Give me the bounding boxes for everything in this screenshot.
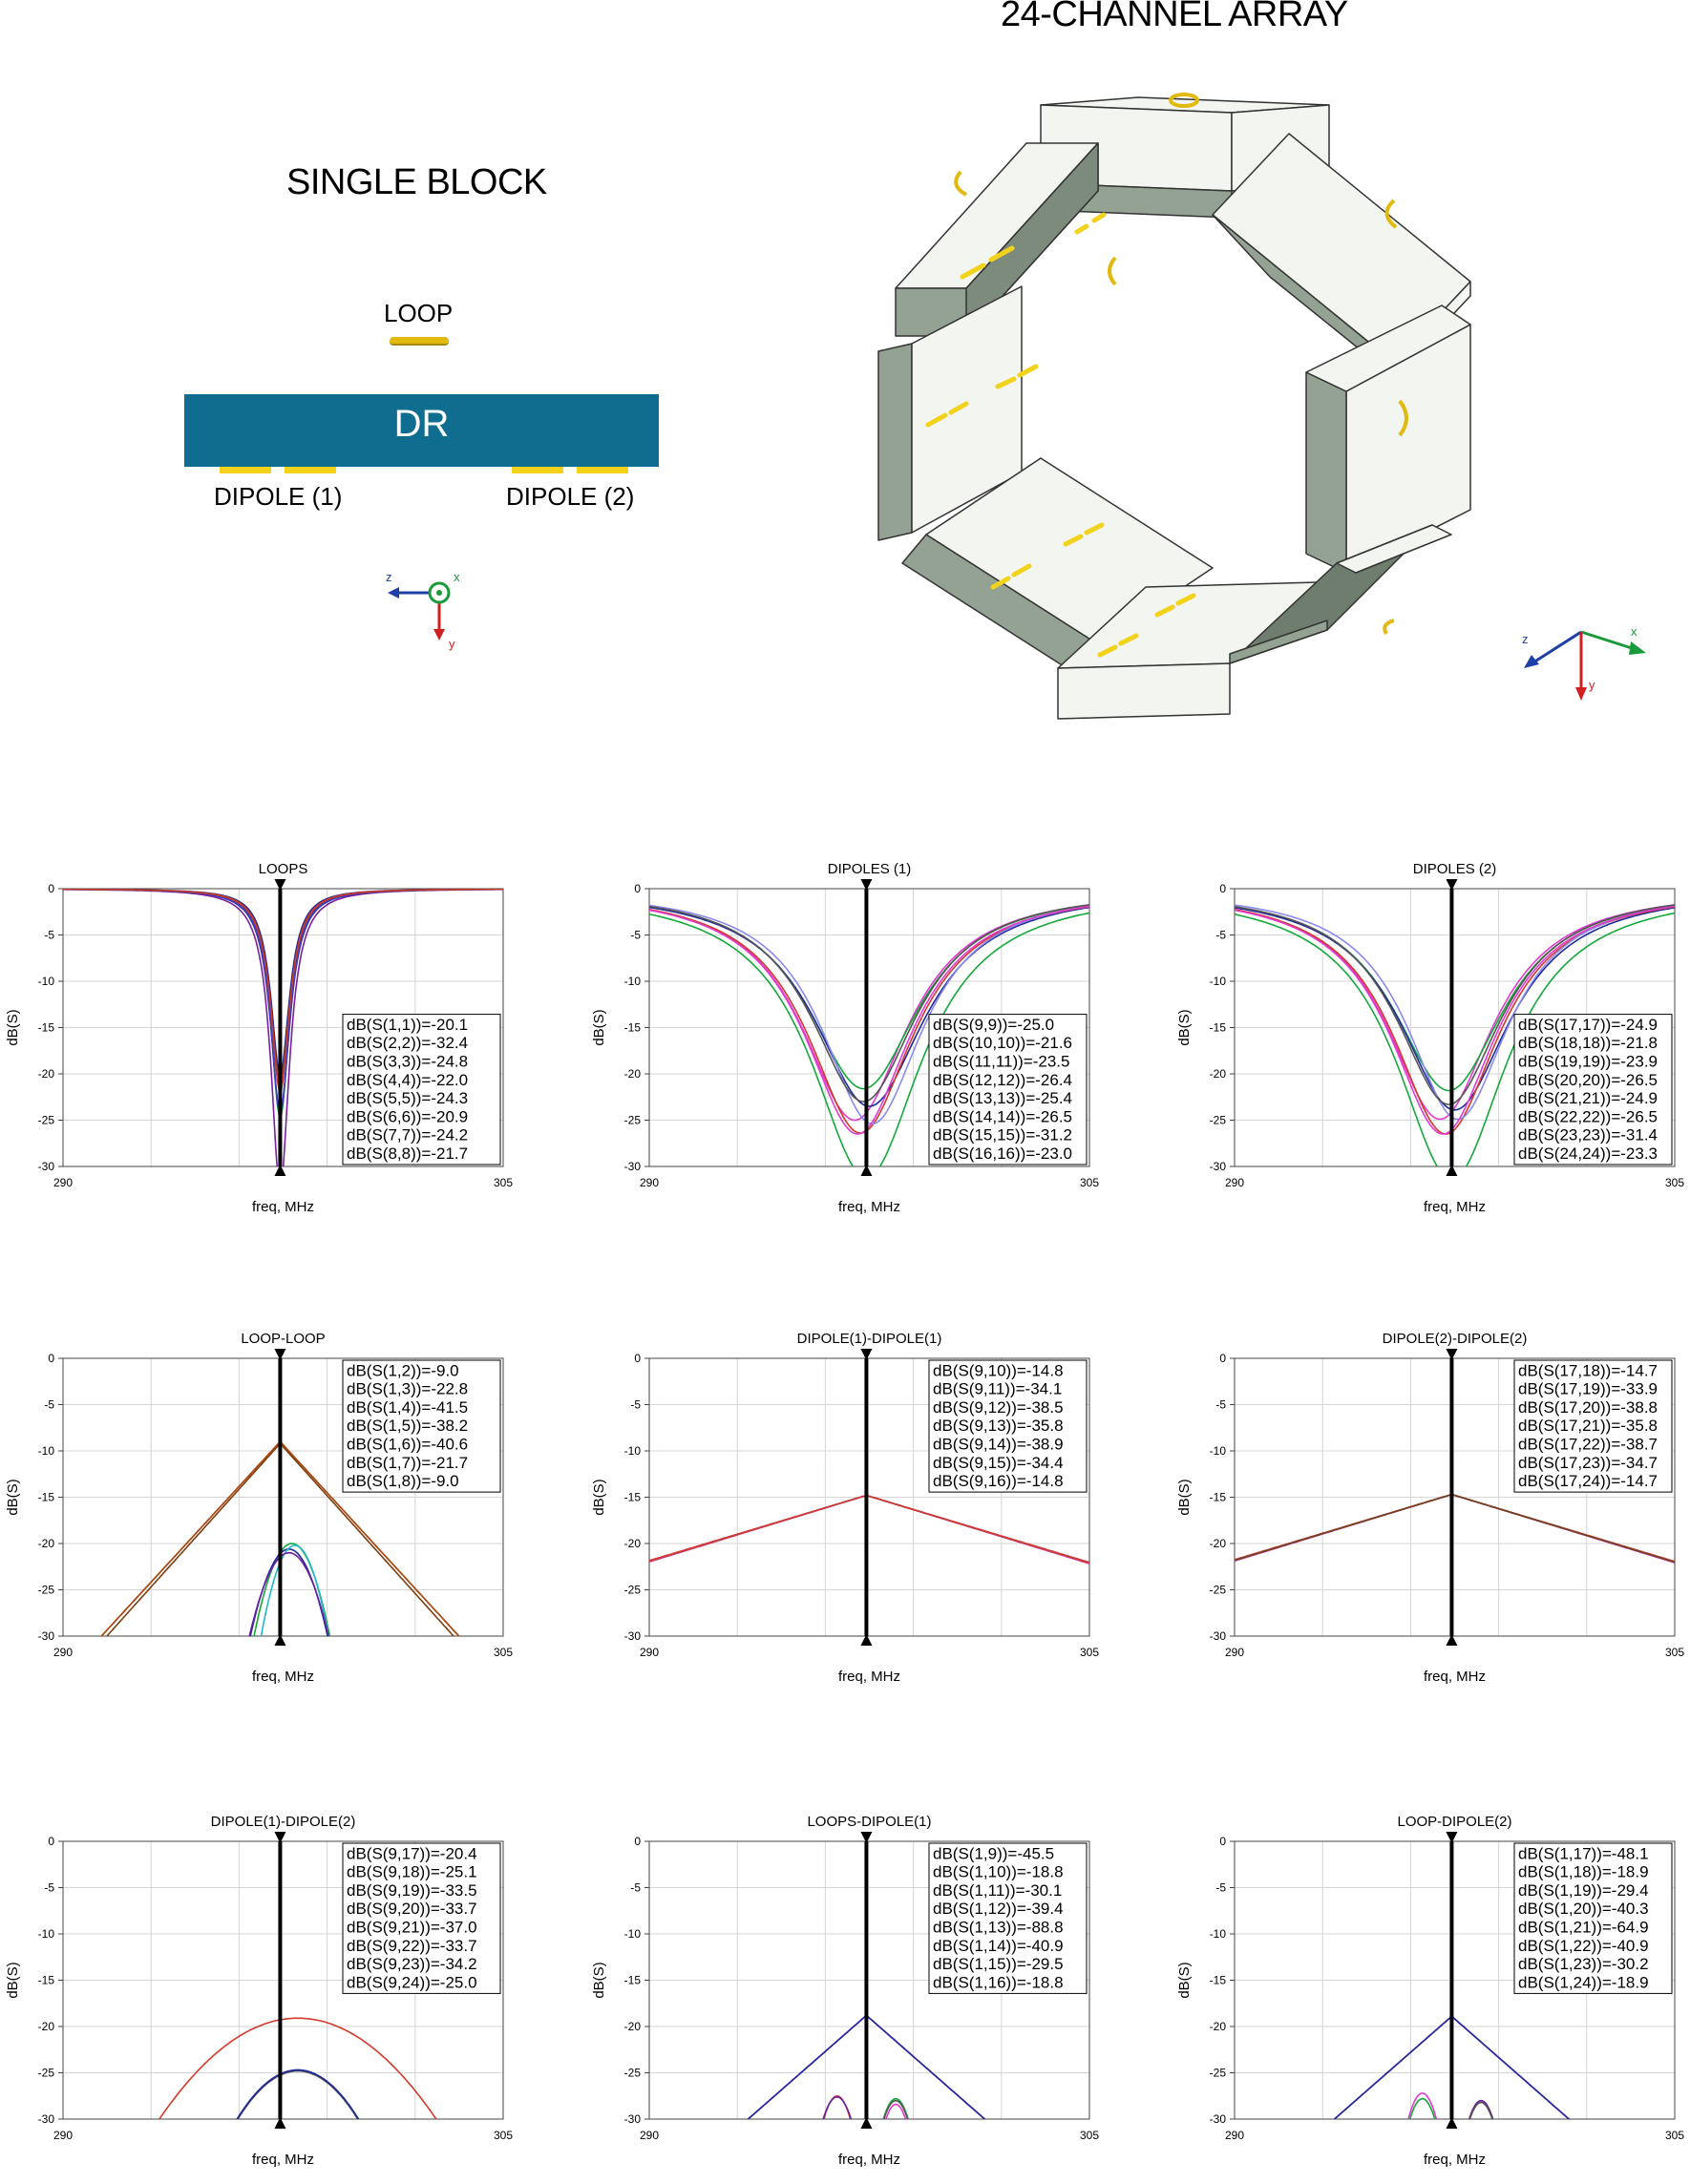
y-tick-label: -25 — [1209, 2066, 1226, 2080]
y-tick-label: -30 — [1209, 2112, 1226, 2126]
series-line — [63, 2070, 503, 2148]
marker-readout: dB(S(19,19))=-23.9 — [1518, 1052, 1658, 1071]
y-tick-label: -15 — [1209, 1490, 1226, 1504]
marker-readout: dB(S(17,19))=-33.9 — [1518, 1379, 1658, 1398]
chart-title: DIPOLES (2) — [1412, 861, 1497, 877]
y-tick-label: -25 — [1209, 1583, 1226, 1597]
y-axis-label: dB(S) — [5, 1479, 21, 1516]
series-line — [649, 1496, 1089, 1564]
chart-title: DIPOLES (1) — [827, 861, 912, 877]
array-axis-x-label: x — [1631, 624, 1637, 639]
array-axis-y-label: y — [1589, 678, 1595, 692]
y-tick-label: -30 — [1209, 1629, 1226, 1643]
y-tick-label: -30 — [623, 1629, 641, 1643]
x-axis-label: freq, MHz — [251, 1669, 315, 1685]
y-tick-label: 0 — [48, 882, 54, 895]
y-tick-label: -20 — [1209, 2020, 1226, 2033]
y-tick-label: -20 — [1209, 1537, 1226, 1550]
x-axis-label: freq, MHz — [251, 2152, 315, 2168]
chart-1 — [5, 861, 513, 1215]
x-axis-label: freq, MHz — [1423, 1669, 1487, 1685]
marker-readout: dB(S(9,19))=-33.5 — [347, 1880, 477, 1900]
single-block-title: SINGLE BLOCK — [286, 162, 547, 202]
y-tick-label: 0 — [1219, 882, 1226, 895]
x-axis-label: freq, MHz — [1423, 2152, 1487, 2168]
marker-readout: dB(S(11,11))=-23.5 — [933, 1052, 1070, 1071]
y-tick-label: -10 — [37, 975, 54, 988]
marker-readout: dB(S(1,17))=-48.1 — [1518, 1844, 1649, 1863]
series-line — [649, 1496, 1089, 1564]
series-line — [1235, 1495, 1675, 1563]
series-line — [649, 2099, 1089, 2147]
y-tick-label: -25 — [37, 2066, 54, 2080]
x-tick-label: 290 — [53, 1646, 74, 1659]
y-tick-label: 0 — [48, 1352, 54, 1365]
y-tick-label: -25 — [623, 2066, 641, 2080]
series-line — [1235, 1495, 1675, 1563]
series-line — [63, 2070, 503, 2148]
y-axis-label: dB(S) — [591, 1479, 607, 1516]
axis-x-label: x — [454, 570, 460, 584]
marker-readout: dB(S(24,24))=-23.3 — [1518, 1144, 1658, 1163]
array-axis-z-label: z — [1522, 632, 1529, 646]
marker-readout: dB(S(9,15))=-34.4 — [933, 1453, 1064, 1472]
y-tick-label: -30 — [37, 1629, 54, 1643]
marker-readout: dB(S(17,17))=-24.9 — [1518, 1015, 1658, 1034]
x-axis-label: freq, MHz — [837, 1669, 901, 1685]
marker-readout: dB(S(1,5))=-38.2 — [347, 1417, 469, 1436]
y-tick-label: 0 — [1219, 1352, 1226, 1365]
x-axis-label: freq, MHz — [1423, 1199, 1487, 1215]
chart-title: LOOPS-DIPOLE(1) — [807, 1814, 932, 1830]
marker-readout: dB(S(1,12))=-39.4 — [933, 1900, 1064, 1919]
y-tick-label: -15 — [37, 1020, 54, 1035]
chart-title: LOOP-LOOP — [241, 1331, 326, 1347]
y-tick-label: -10 — [623, 1444, 641, 1458]
marker-readout: dB(S(1,8))=-9.0 — [347, 1472, 459, 1491]
x-tick-label: 290 — [639, 1176, 660, 1189]
marker-readout: dB(S(1,14))=-40.9 — [933, 1936, 1064, 1955]
y-tick-label: -20 — [37, 1537, 54, 1550]
marker-readout: dB(S(1,13))=-88.8 — [933, 1918, 1064, 1937]
marker-readout: dB(S(9,18))=-25.1 — [347, 1862, 477, 1881]
y-tick-label: -15 — [37, 1490, 54, 1504]
marker-readout: dB(S(9,17))=-20.4 — [347, 1844, 477, 1863]
x-tick-label: 290 — [53, 2129, 74, 2142]
marker-readout: dB(S(1,15))=-29.5 — [933, 1955, 1064, 1974]
y-tick-label: -30 — [37, 1160, 54, 1173]
x-tick-label: 290 — [1224, 1646, 1245, 1659]
marker-readout: dB(S(20,20))=-26.5 — [1518, 1070, 1658, 1089]
chart-7 — [5, 1814, 513, 2168]
y-tick-label: -5 — [1215, 1397, 1226, 1412]
axis-z-label: z — [386, 570, 392, 584]
marker-readout: dB(S(16,16))=-23.0 — [933, 1144, 1072, 1163]
marker-readout: dB(S(1,2))=-9.0 — [347, 1361, 459, 1380]
x-tick-label: 290 — [53, 1176, 74, 1189]
marker-readout: dB(S(17,22))=-38.7 — [1518, 1435, 1658, 1454]
y-tick-label: 0 — [48, 1835, 54, 1848]
chart-5 — [591, 1331, 1099, 1685]
x-tick-label: 305 — [1079, 1646, 1100, 1659]
marker-readout: dB(S(22,22))=-26.5 — [1518, 1107, 1658, 1126]
y-tick-label: -15 — [623, 1020, 641, 1035]
marker-readout: dB(S(17,20))=-38.8 — [1518, 1397, 1658, 1417]
chart-title: DIPOLE(2)-DIPOLE(2) — [1382, 1331, 1528, 1347]
y-tick-label: -10 — [1209, 1927, 1226, 1941]
y-tick-label: -10 — [1209, 1444, 1226, 1458]
marker-readout: dB(S(18,18))=-21.8 — [1518, 1034, 1658, 1053]
y-axis-label: dB(S) — [591, 1962, 607, 1999]
marker-readout: dB(S(8,8))=-21.7 — [347, 1144, 469, 1163]
marker-readout: dB(S(21,21))=-24.9 — [1518, 1089, 1658, 1108]
y-tick-label: -20 — [623, 2020, 641, 2033]
marker-readout: dB(S(17,24))=-14.7 — [1518, 1472, 1658, 1491]
chart-6 — [1176, 1331, 1684, 1685]
marker-readout: dB(S(1,6))=-40.6 — [347, 1435, 469, 1454]
x-tick-label: 305 — [1079, 1176, 1100, 1189]
y-axis-label: dB(S) — [1176, 1962, 1193, 1999]
x-axis-label: freq, MHz — [251, 1199, 315, 1215]
y-tick-label: -5 — [44, 928, 54, 942]
y-tick-label: -15 — [623, 1973, 641, 1987]
chart-4 — [5, 1331, 513, 1685]
x-tick-label: 305 — [493, 1176, 514, 1189]
marker-readout: dB(S(7,7))=-24.2 — [347, 1125, 469, 1144]
y-tick-label: -30 — [1209, 1160, 1226, 1173]
x-tick-label: 290 — [1224, 1176, 1245, 1189]
y-tick-label: -10 — [37, 1444, 54, 1458]
curves — [1235, 1495, 1675, 1563]
marker-readout: dB(S(14,14))=-26.5 — [933, 1107, 1072, 1126]
y-tick-label: -5 — [1215, 1880, 1226, 1895]
marker-readout: dB(S(9,23))=-34.2 — [347, 1955, 477, 1974]
y-tick-label: -10 — [1209, 975, 1226, 988]
marker-readout: dB(S(9,10))=-14.8 — [933, 1361, 1064, 1380]
x-axis-label: freq, MHz — [837, 2152, 901, 2168]
marker-readout: dB(S(17,18))=-14.7 — [1518, 1361, 1658, 1380]
marker-readout: dB(S(6,6))=-20.9 — [347, 1107, 469, 1126]
x-tick-label: 290 — [639, 2129, 660, 2142]
y-axis-label: dB(S) — [1176, 1009, 1193, 1046]
y-tick-label: -30 — [623, 1160, 641, 1173]
y-tick-label: 0 — [1219, 1835, 1226, 1848]
marker-readout: dB(S(2,2))=-32.4 — [347, 1034, 469, 1053]
y-tick-label: -15 — [623, 1490, 641, 1504]
y-tick-label: 0 — [634, 1352, 641, 1365]
chart-9 — [1176, 1814, 1684, 2168]
x-tick-label: 305 — [1664, 2129, 1685, 2142]
x-tick-label: 305 — [1079, 2129, 1100, 2142]
y-tick-label: -20 — [1209, 1067, 1226, 1081]
x-tick-label: 305 — [493, 1646, 514, 1659]
marker-readout: dB(S(9,9))=-25.0 — [933, 1015, 1055, 1034]
marker-readout: dB(S(13,13))=-25.4 — [933, 1089, 1072, 1108]
x-tick-label: 305 — [1664, 1646, 1685, 1659]
marker-readout: dB(S(1,7))=-21.7 — [347, 1453, 469, 1472]
marker-readout: dB(S(12,12))=-26.4 — [933, 1070, 1072, 1089]
y-tick-label: -10 — [37, 1927, 54, 1941]
marker-readout: dB(S(1,22))=-40.9 — [1518, 1936, 1649, 1955]
chart-title: LOOPS — [258, 861, 308, 877]
series-line — [1235, 1495, 1675, 1562]
marker-readout: dB(S(17,21))=-35.8 — [1518, 1417, 1658, 1436]
dipole-1-label: DIPOLE (1) — [214, 482, 343, 511]
marker-readout: dB(S(9,16))=-14.8 — [933, 1472, 1064, 1491]
marker-readout: dB(S(9,22))=-33.7 — [347, 1936, 477, 1955]
marker-readout: dB(S(10,10))=-21.6 — [933, 1034, 1072, 1053]
marker-readout: dB(S(1,18))=-18.9 — [1518, 1862, 1649, 1881]
marker-readout: dB(S(17,23))=-34.7 — [1518, 1453, 1658, 1472]
y-axis-label: dB(S) — [5, 1009, 21, 1046]
y-tick-label: -25 — [37, 1583, 54, 1597]
y-tick-label: -30 — [37, 2112, 54, 2126]
marker-readout: dB(S(9,21))=-37.0 — [347, 1918, 477, 1937]
axis-y-label: y — [449, 637, 455, 651]
marker-readout: dB(S(1,24))=-18.9 — [1518, 1973, 1649, 1992]
series-line — [649, 1496, 1089, 1563]
y-axis-label: dB(S) — [1176, 1479, 1193, 1516]
y-tick-label: -15 — [1209, 1973, 1226, 1987]
y-tick-label: -20 — [623, 1067, 641, 1081]
y-tick-label: 0 — [634, 1835, 641, 1848]
x-axis-label: freq, MHz — [837, 1199, 901, 1215]
marker-readout: dB(S(1,9))=-45.5 — [933, 1844, 1055, 1863]
marker-readout: dB(S(1,21))=-64.9 — [1518, 1918, 1649, 1937]
x-tick-label: 305 — [1664, 1176, 1685, 1189]
y-tick-label: -5 — [44, 1397, 54, 1412]
marker-readout: dB(S(9,20))=-33.7 — [347, 1900, 477, 1919]
marker-readout: dB(S(1,1))=-20.1 — [347, 1015, 469, 1034]
series-line — [63, 2071, 503, 2148]
marker-readout: dB(S(5,5))=-24.3 — [347, 1089, 469, 1108]
marker-readout: dB(S(1,23))=-30.2 — [1518, 1955, 1649, 1974]
marker-readout: dB(S(9,24))=-25.0 — [347, 1973, 477, 1992]
series-line — [1235, 1495, 1675, 1563]
series-line — [649, 1496, 1089, 1564]
dipole-2-label: DIPOLE (2) — [506, 482, 635, 511]
y-tick-label: -5 — [630, 1397, 641, 1412]
series-line — [649, 2097, 1089, 2147]
y-tick-label: -5 — [44, 1880, 54, 1895]
chart-8 — [591, 1814, 1099, 2168]
y-tick-label: -10 — [623, 975, 641, 988]
x-tick-label: 305 — [493, 2129, 514, 2142]
y-tick-label: -25 — [623, 1113, 641, 1127]
series-line — [1235, 1495, 1675, 1563]
x-tick-label: 290 — [1224, 2129, 1245, 2142]
marker-readout: dB(S(1,19))=-29.4 — [1518, 1880, 1649, 1900]
series-line — [1235, 1495, 1675, 1563]
series-line — [63, 1544, 503, 1664]
dr-label: DR — [393, 403, 450, 445]
marker-readout: dB(S(9,14))=-38.9 — [933, 1435, 1064, 1454]
y-tick-label: -25 — [1209, 1113, 1226, 1127]
series-line — [63, 2071, 503, 2148]
series-line — [63, 2071, 503, 2148]
curves — [649, 1496, 1089, 1564]
y-tick-label: -15 — [1209, 1020, 1226, 1035]
marker-readout: dB(S(1,11))=-30.1 — [933, 1880, 1063, 1900]
series-line — [63, 1553, 503, 1664]
series-line — [63, 2071, 503, 2148]
marker-readout: dB(S(3,3))=-24.8 — [347, 1052, 469, 1071]
y-tick-label: -5 — [630, 928, 641, 942]
marker-readout: dB(S(15,15))=-31.2 — [933, 1125, 1072, 1144]
marker-readout: dB(S(1,4))=-41.5 — [347, 1397, 469, 1417]
chart-title: DIPOLE(1)-DIPOLE(1) — [796, 1331, 942, 1347]
y-axis-label: dB(S) — [591, 1009, 607, 1046]
marker-readout: dB(S(23,23))=-31.4 — [1518, 1125, 1658, 1144]
loop-label: LOOP — [384, 299, 454, 327]
y-tick-label: -5 — [1215, 928, 1226, 942]
y-axis-label: dB(S) — [5, 1962, 21, 1999]
marker-readout: dB(S(1,16))=-18.8 — [933, 1973, 1064, 1992]
series-line — [1235, 2093, 1675, 2147]
y-tick-label: -20 — [37, 2020, 54, 2033]
marker-readout: dB(S(1,20))=-40.3 — [1518, 1900, 1649, 1919]
series-line — [649, 1496, 1089, 1564]
marker-readout: dB(S(1,10))=-18.8 — [933, 1862, 1064, 1881]
y-tick-label: 0 — [634, 882, 641, 895]
x-tick-label: 290 — [639, 1646, 660, 1659]
chart-title: LOOP-DIPOLE(2) — [1397, 1814, 1512, 1830]
marker-readout: dB(S(4,4))=-22.0 — [347, 1070, 469, 1089]
series-line — [63, 2071, 503, 2148]
y-tick-label: -25 — [623, 1583, 641, 1597]
marker-readout: dB(S(9,12))=-38.5 — [933, 1397, 1064, 1417]
y-tick-label: -5 — [630, 1880, 641, 1895]
chart-3 — [1176, 861, 1684, 1215]
chart-title: DIPOLE(1)-DIPOLE(2) — [210, 1814, 356, 1830]
series-line — [1235, 2099, 1675, 2147]
marker-readout: dB(S(1,3))=-22.8 — [347, 1379, 469, 1398]
y-tick-label: -20 — [37, 1067, 54, 1081]
series-line — [649, 1496, 1089, 1564]
chart-2 — [591, 861, 1099, 1215]
y-tick-label: -20 — [623, 1537, 641, 1550]
series-line — [1235, 1495, 1675, 1563]
y-tick-label: -15 — [37, 1973, 54, 1987]
series-line — [649, 2096, 1089, 2147]
marker-readout: dB(S(9,11))=-34.1 — [933, 1379, 1063, 1398]
marker-readout: dB(S(9,13))=-35.8 — [933, 1417, 1064, 1436]
y-tick-label: -25 — [37, 1113, 54, 1127]
series-line — [649, 1496, 1089, 1564]
y-tick-label: -10 — [623, 1927, 641, 1941]
array-title: 24-CHANNEL ARRAY — [1001, 0, 1348, 34]
y-tick-label: -30 — [623, 2112, 641, 2126]
series-line — [63, 1545, 503, 1664]
